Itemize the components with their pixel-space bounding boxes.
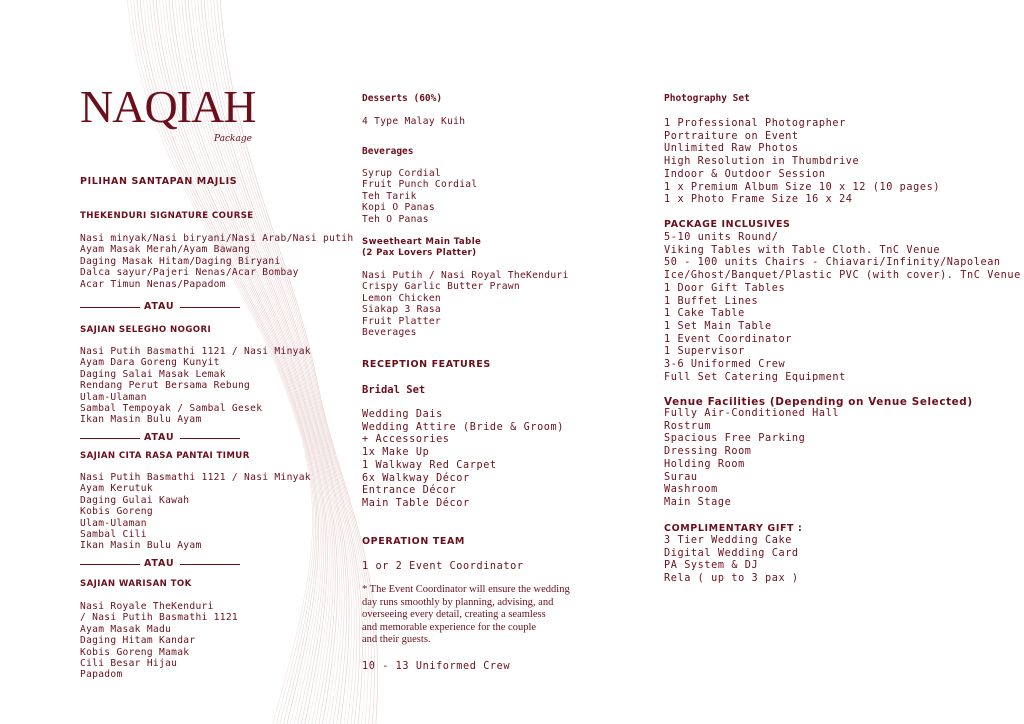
- list-item: 1 Door Gift Tables: [664, 282, 786, 294]
- list-item: 1x Make Up: [362, 447, 430, 459]
- photography-title: Photography Set: [664, 93, 750, 104]
- list-item: Kobis Goreng Mamak: [80, 646, 190, 658]
- list-item: Fruit Platter: [362, 315, 441, 327]
- list-item: 5-10 units Round/: [664, 232, 779, 243]
- menu-list-pantai-timur: [80, 472, 311, 552]
- list-item: Teh O Panas: [362, 213, 429, 225]
- list-item: Teh Tarik: [362, 190, 417, 202]
- venue-title: Venue Facilities (Depending on Venue Selected): [664, 396, 973, 408]
- note-line: and their guests.: [362, 634, 431, 646]
- list-item: Ayam Kerutuk: [80, 483, 153, 495]
- brand-logo: NAQIAH: [80, 81, 256, 132]
- sweetheart-subtitle: (2 Pax Lovers Platter): [362, 248, 477, 258]
- beverages-title: Beverages: [362, 146, 414, 157]
- desserts-list: [362, 116, 465, 127]
- list-item: Entrance Décor: [362, 485, 457, 497]
- list-item: Wedding Attire (Bride & Groom): [362, 421, 565, 433]
- list-item: Main Table Décor: [362, 497, 470, 509]
- atau-divider: [80, 301, 240, 313]
- list-item: Beverages: [362, 327, 417, 339]
- reception-title: RECEPTION FEATURES: [362, 359, 491, 370]
- list-item: 3 Tier Wedding Cake: [664, 535, 792, 546]
- list-item: 6x Walkway Décor: [362, 472, 470, 484]
- list-item: Full Set Catering Equipment: [664, 371, 846, 383]
- list-item: Papadom: [80, 669, 123, 681]
- list-item: Unlimited Raw Photos: [664, 143, 799, 155]
- list-item: PA System & DJ: [664, 560, 759, 572]
- list-item: Fruit Punch Cordial: [362, 179, 478, 191]
- list-item: Daging Gulai Kawah: [80, 494, 190, 506]
- menu-title-signature: THEKENDURI SIGNATURE COURSE: [80, 211, 254, 221]
- list-item: 1 Professional Photographer: [664, 118, 846, 129]
- divider-word: ATAU: [144, 558, 175, 569]
- list-item: Crispy Garlic Butter Prawn: [362, 281, 520, 293]
- list-item: 1 Event Coordinator: [664, 333, 792, 345]
- list-item: Washroom: [664, 484, 718, 496]
- list-item: Indoor & Outdoor Session: [664, 168, 826, 180]
- list-item: Rendang Perut Bersama Rebung: [80, 380, 251, 392]
- sweetheart-title: Sweetheart Main Table: [362, 237, 482, 247]
- menu-list-selegho: [80, 346, 311, 426]
- list-item: Kobis Goreng: [80, 506, 153, 518]
- list-item: Rostrum: [664, 420, 712, 432]
- list-item: Fully Air-Conditioned Hall: [664, 408, 840, 419]
- gift-list: [664, 535, 799, 586]
- list-item: Surau: [664, 471, 698, 483]
- list-item: Syrup Cordial: [362, 168, 441, 179]
- atau-divider: [80, 558, 240, 570]
- venue-list: [664, 408, 839, 510]
- list-item: Ikan Masin Bulu Ayam: [80, 540, 202, 552]
- list-item: Main Stage: [664, 496, 732, 508]
- note-line: overseeing every detail, creating a seamless: [362, 609, 546, 621]
- list-item: 1 x Premium Album Size 10 x 12 (10 pages): [664, 181, 941, 193]
- list-item: 50 - 100 units Chairs - Chiavari/Infinity/Napolean: [664, 257, 1001, 269]
- coordinator-wrap: [362, 561, 524, 574]
- crew-line: 10 - 13 Uniformed Crew: [362, 661, 511, 672]
- beverages-list: [362, 168, 477, 225]
- list-item: Nasi minyak/Nasi biryani/Nasi Arab/Nasi putih: [80, 233, 354, 244]
- list-item: Cili Besar Hijau: [80, 658, 178, 670]
- menu-title-selegho: SAJIAN SELEGHO NOGORI: [80, 325, 212, 335]
- list-item: Spacious Free Parking: [664, 433, 806, 445]
- coordinator-line: 1 or 2 Event Coordinator: [362, 561, 524, 572]
- divider-word: ATAU: [144, 432, 175, 443]
- list-item: Nasi Putih Basmathi 1121 / Nasi Minyak: [80, 346, 311, 357]
- menu-list-warisan-tok: [80, 601, 238, 681]
- menu-title-pantai-timur: SAJIAN CITA RASA PANTAI TIMUR: [80, 451, 250, 461]
- photography-list: [664, 118, 940, 207]
- list-item: Sambal Cili: [80, 529, 147, 541]
- list-item: Acar Timun Nenas/Papadom: [80, 278, 226, 290]
- list-item: Sambal Tempoyak / Sambal Gesek: [80, 403, 263, 415]
- bridal-list: [362, 409, 564, 511]
- list-item: Daging Salai Masak Lemak: [80, 368, 226, 380]
- list-item: + Accessories: [362, 434, 450, 446]
- sweetheart-list: [362, 270, 569, 338]
- gift-title: COMPLIMENTARY GIFT :: [664, 523, 803, 534]
- list-item: Rela ( up to 3 pax ): [664, 573, 799, 585]
- list-item: 1 Supervisor: [664, 346, 745, 358]
- list-item: Wedding Dais: [362, 409, 443, 420]
- list-item: Ayam Masak Madu: [80, 623, 172, 635]
- menu-list-signature: [80, 233, 353, 290]
- crew-wrap: [362, 661, 510, 674]
- menu-selection-title: PILIHAN SANTAPAN MAJLIS: [80, 176, 238, 187]
- atau-divider: [80, 432, 240, 444]
- list-item: 1 Buffet Lines: [664, 295, 759, 307]
- bridal-title: Bridal Set: [362, 384, 426, 396]
- list-item: Dalca sayur/Pajeri Nenas/Acar Bombay: [80, 267, 299, 279]
- operation-title: OPERATION TEAM: [362, 536, 465, 547]
- inclusives-list: [664, 232, 1021, 384]
- list-item: Nasi Royale TheKenduri: [80, 601, 214, 612]
- list-item: 1 x Photo Frame Size 16 x 24: [664, 194, 853, 206]
- coordinator-note: [362, 584, 570, 647]
- desserts-title: Desserts (60%): [362, 93, 443, 104]
- list-item: Ulam-Ulaman: [80, 391, 147, 403]
- list-item: Dressing Room: [664, 446, 752, 458]
- list-item: Ulam-Ulaman: [80, 517, 147, 529]
- list-item: Digital Wedding Card: [664, 547, 799, 559]
- list-item: Ayam Masak Merah/Ayam Bawang: [80, 244, 251, 256]
- list-item: 1 Walkway Red Carpet: [362, 459, 497, 471]
- list-item: Kopi O Panas: [362, 202, 435, 214]
- list-item: 1 Cake Table: [664, 308, 745, 320]
- list-item: Daging Masak Hitam/Daging Biryani: [80, 255, 281, 267]
- list-item: Siakap 3 Rasa: [362, 304, 441, 316]
- list-item: Lemon Chicken: [362, 292, 441, 304]
- list-item: / Nasi Putih Basmathi 1121: [80, 612, 238, 624]
- note-line: and memorable experience for the couple: [362, 621, 537, 633]
- inclusives-title: PACKAGE INCLUSIVES: [664, 219, 791, 230]
- list-item: Daging Hitam Kandar: [80, 635, 196, 647]
- list-item: 3-6 Uniformed Crew: [664, 359, 786, 371]
- list-item: Nasi Putih / Nasi Royal TheKenduri: [362, 270, 569, 281]
- list-item: Ayam Dara Goreng Kunyit: [80, 357, 220, 369]
- menu-title-warisan-tok: SAJIAN WARISAN TOK: [80, 579, 192, 589]
- list-item: Ikan Masin Bulu Ayam: [80, 414, 202, 426]
- list-item: Portraiture on Event: [664, 130, 799, 142]
- list-item: Nasi Putih Basmathi 1121 / Nasi Minyak: [80, 472, 311, 483]
- list-item: 1 Set Main Table: [664, 320, 772, 332]
- list-item: Holding Room: [664, 458, 745, 470]
- note-line: * The Event Coordinator will ensure the wedding: [362, 584, 570, 595]
- list-item: Ice/Ghost/Banquet/Plastic PVC (with cover). TnC Venue: [664, 270, 1021, 282]
- list-item: Viking Tables with Table Cloth. TnC Venue: [664, 244, 941, 256]
- list-item: 4 Type Malay Kuih: [362, 116, 466, 127]
- brand-subtitle: Package: [214, 134, 252, 144]
- divider-word: ATAU: [144, 301, 175, 312]
- list-item: High Resolution in Thumbdrive: [664, 156, 860, 168]
- note-line: day runs smoothly by planning, advising, and: [362, 596, 554, 608]
